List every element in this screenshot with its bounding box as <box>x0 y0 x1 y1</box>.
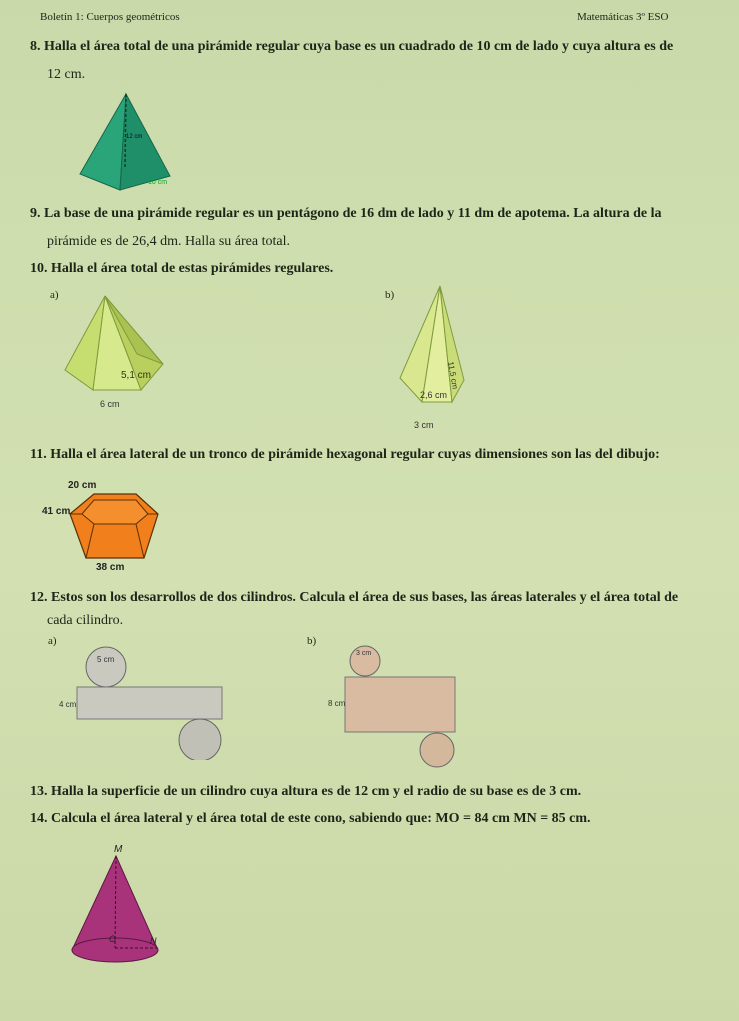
question-text-line: Halla el área total de una pirámide regular cuya base es un cuadrado de 10 cm de lado y cuya altura es de <box>44 39 674 54</box>
question-8-line-2: 12 cm. <box>47 67 86 82</box>
slant-edge-label: 41 cm <box>42 506 71 517</box>
height-label: 4 cm <box>59 700 77 709</box>
question-number: 12. <box>30 590 48 605</box>
radius-label: 5 cm <box>97 655 115 664</box>
apothem-label: 5,1 cm <box>121 370 152 381</box>
height-label: 8 cm <box>328 699 346 708</box>
pyramid-base-label: 10 cm <box>148 179 168 186</box>
radius-label: 3 cm <box>356 650 372 657</box>
question-8 <box>30 38 673 55</box>
question-9 <box>30 205 661 222</box>
side-label: 3 cm <box>414 420 434 430</box>
tall-pyramid-figure <box>390 282 470 432</box>
question-12-line-2: cada cilindro. <box>47 613 124 628</box>
question-number: 14. <box>30 811 48 826</box>
hexagonal-frustum-figure <box>40 474 180 574</box>
question-12 <box>30 589 678 606</box>
cylinder-net-a <box>55 640 230 760</box>
slant-label: 11,5 cm <box>446 360 460 390</box>
question-text-line: Calcula el área lateral y el área total de este cono, sabiendo que: MO = 84 cm MN = 85 cm. <box>51 811 591 826</box>
question-text-line: Halla el área total de estas pirámides regulares. <box>51 261 334 276</box>
bottom-edge-label: 38 cm <box>96 562 125 573</box>
header-title: Boletín 1: Cuerpos geométricos <box>40 11 180 23</box>
question-number: 13. <box>30 784 48 799</box>
figure-label-b: b) <box>385 289 395 301</box>
question-text-line: Halla la superficie de un cilindro cuya altura es de 12 cm y el radio de su base es de 3 cm. <box>51 784 582 799</box>
cylinder-net-b <box>320 642 465 772</box>
square-pyramid-figure <box>68 90 178 200</box>
question-11 <box>30 446 660 463</box>
center-label: O <box>109 934 117 944</box>
question-number: 9. <box>30 206 41 221</box>
figure-label-a: a) <box>50 289 59 301</box>
figure-label-a: a) <box>48 635 57 647</box>
top-edge-label: 20 cm <box>68 480 97 491</box>
question-number: 8. <box>30 39 41 54</box>
question-text-line: Halla el área lateral de un tronco de pirámide hexagonal regular cuyas dimensiones son las del dibujo: <box>50 447 660 462</box>
pyramid-height-label: 12 cm <box>126 134 143 140</box>
question-number: 11. <box>30 447 47 462</box>
apex-label: M <box>114 844 123 855</box>
question-14 <box>30 810 591 827</box>
hexagonal-pyramid-figure <box>55 292 185 417</box>
apothem-label: 2,6 cm <box>420 390 448 400</box>
question-10 <box>30 260 333 277</box>
side-label: 6 cm <box>100 399 120 409</box>
question-text-line: La base de una pirámide regular es un pentágono de 16 dm de lado y 11 dm de apotema. La altura de la <box>44 206 662 221</box>
edge-label: N <box>150 936 157 946</box>
figure-label-b: b) <box>307 635 317 647</box>
question-9-line-2: pirámide es de 26,4 dm. Halla su área total. <box>47 234 290 249</box>
question-number: 10. <box>30 261 48 276</box>
question-text-line: Estos son los desarrollos de dos cilindros. Calcula el área de sus bases, las áreas laterales y el área total de <box>51 590 679 605</box>
header-subject: Matemáticas 3º ESO <box>577 11 669 23</box>
question-13 <box>30 783 581 800</box>
cone-figure <box>60 838 170 973</box>
